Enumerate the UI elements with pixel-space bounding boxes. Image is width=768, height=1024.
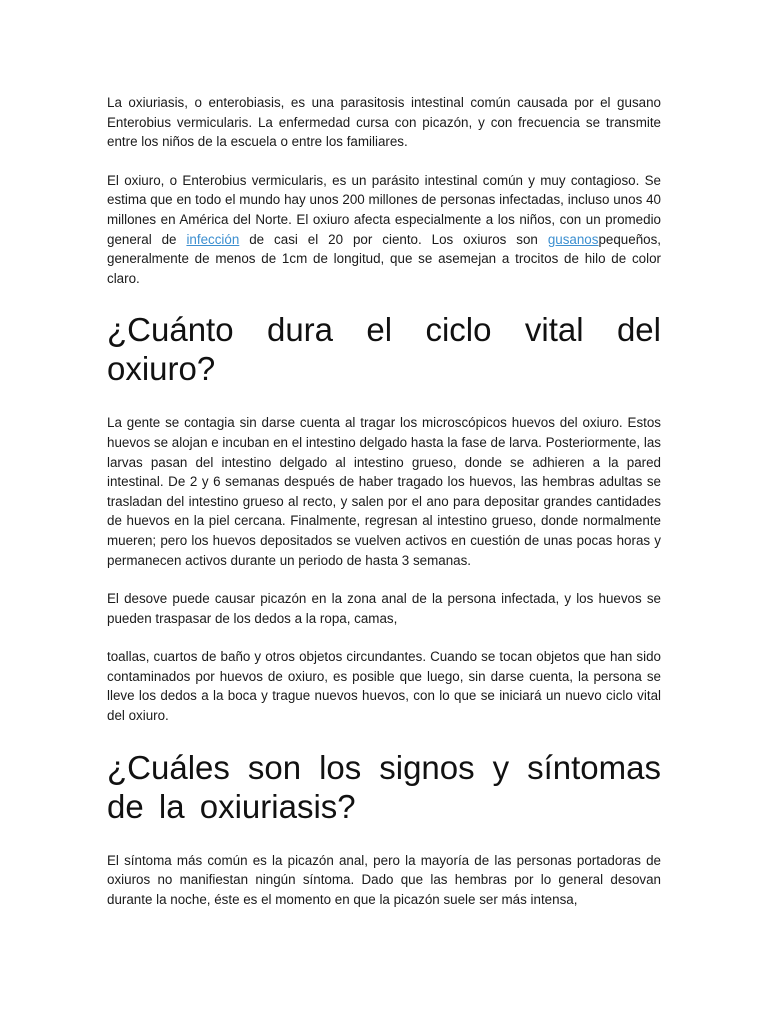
paragraph-intro: La oxiuriasis, o enterobiasis, es una parasitosis intestinal común causada por el gusano Enterobius vermicularis. La enfermedad cursa con picazón, y con frecuencia se transmite entre los niños de la escuela o entre los familiares. [107, 95, 661, 150]
link-infeccion[interactable]: infección [186, 231, 240, 247]
paragraph-contagio: toallas, cuartos de baño y otros objetos circundantes. Cuando se tocan objetos que han sido contaminados por huevos de oxiuro, es posible que luego, sin darse cuenta, la persona se lleve los dedos a la boca y trague nuevos huevos, con lo que se iniciará un nuevo ciclo vital del oxiuro. [107, 649, 661, 724]
document-page [107, 93, 661, 909]
heading-signos-sintomas: ¿Cuáles son los signos y síntomas de la oxiuriasis? [107, 748, 661, 825]
link-gusanos[interactable]: gusanos [547, 231, 599, 247]
paragraph-sintomas: El síntoma más común es la picazón anal, pero la mayoría de las personas portadoras de oxiuros no manifiestan ningún síntoma. Dado que las hembras por lo general desovan durante la noche, éste es el momento en que la picazón suele ser más intensa, [107, 852, 661, 907]
paragraph-text: de casi el 20 por ciento. Los oxiuros son [239, 231, 548, 247]
paragraph-ciclo-vital: La gente se contagia sin darse cuenta al tragar los microscópicos huevos del oxiuro. Estos huevos se alojan e incuban en el intestino delgado hasta la fase de larva. Posteriormente, las larvas pasan del intestino delgado al intestino grueso, donde se adhieren a la pared intestinal. De 2 y 6 semanas después de haber tragado los huevos, las hembras adultas se trasladan del intestino grueso al recto, y salen por el ano para depositar grandes cantidades de huevos en la piel cercana. Finalmente, regresan al intestino grueso, donde normalmente mueren; pero los huevos depositados se vuelven activos en cuestión de unas pocas horas y permanecen activos durante un periodo de hasta 3 semanas. [107, 415, 661, 568]
heading-ciclo-vital: ¿Cuánto dura el ciclo vital del oxiuro? [107, 311, 661, 388]
paragraph-desove: El desove puede causar picazón en la zona anal de la persona infectada, y los huevos se pueden traspasar de los dedos a la ropa, camas, [107, 591, 661, 626]
paragraph-text: El oxiuro, o Enterobius vermicularis, es un parásito intestinal común y muy contagioso. Se estima que en todo el mundo hay unos 200 millones de personas infectadas, incluso unos 40 millones en América del Norte. El oxiuro afecta especialmente a los niños, con un promedio general de [107, 172, 661, 247]
paragraph-text: pequeños, generalmente de menos de 1cm de longitud, que se asemejan a trocitos de hilo de color claro. [107, 231, 661, 286]
paragraph-oxiuro-description [107, 171, 661, 289]
